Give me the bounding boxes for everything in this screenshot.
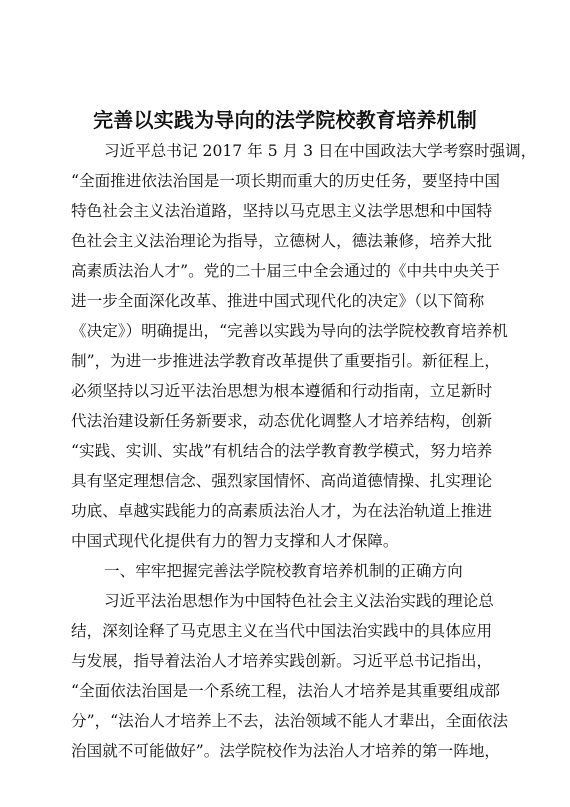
- paragraph-line: “实践、实训、实战”有机结合的法学教育教学模式，努力培养: [71, 442, 493, 460]
- paragraph-line: 《决定》）明确提出，“完善以实践为导向的法学院校教育培养机: [71, 322, 508, 340]
- paragraph-line: 必须坚持以习近平法治思想为根本遵循和行动指南，立足新时: [71, 382, 493, 400]
- paragraph-line: 分”，“法治人才培养上不去，法治领域不能人才辈出，全面依法: [71, 712, 508, 730]
- paragraph-line: 中国式现代化提供有力的智力支撑和人才保障。: [71, 532, 399, 550]
- paragraph-line: 与发展，指导着法治人才培养实践创新。习近平总书记指出，: [71, 652, 493, 670]
- paragraph-line: 特色社会主义法治道路，坚持以马克思主义法学思想和中国特: [71, 202, 493, 220]
- paragraph-line: 具有坚定理想信念、强烈家国情怀、高尚道德情操、扎实理论: [71, 472, 493, 490]
- paragraph-line: 进一步全面深化改革、推进中国式现代化的决定》（以下简称: [71, 292, 485, 310]
- paragraph-line: 制”，为进一步推进法学教育改革提供了重要指引。新征程上，: [71, 352, 501, 370]
- paragraph-line: 高素质法治人才”。党的二十届三中全会通过的《中共中央关于: [71, 262, 501, 280]
- paragraph-line: 习近平法治思想作为中国特色社会主义法治实践的理论总: [104, 592, 494, 610]
- paragraph-line: 代法治建设新任务新要求，动态优化调整人才培养结构，创新: [71, 412, 493, 430]
- paragraph-line: 习近平总书记 2017 年 5 月 3 日在中国政法大学考察时强调，: [104, 142, 537, 160]
- document-title: 完善以实践为导向的法学院校教育培养机制: [93, 108, 477, 132]
- paragraph-line: 功底、卓越实践能力的高素质法治人才，为在法治轨道上推进: [71, 502, 493, 520]
- paragraph-line: 结，深刻诠释了马克思主义在当代中国法治实践中的具体应用: [71, 622, 493, 640]
- paragraph-line: “全面推进依法治国是一项长期而重大的历史任务，要坚持中国: [71, 172, 501, 190]
- paragraph-line: 治国就不可能做好”。法学院校作为法治人才培养的第一阵地，: [71, 742, 501, 760]
- paragraph-line: “全面依法治国是一个系统工程，法治人才培养是其重要组成部: [71, 682, 501, 700]
- paragraph-line: 色社会主义法治理论为指导，立德树人，德法兼修，培养大批: [71, 232, 493, 250]
- section-heading: 一、牢牢把握完善法学院校教育培养机制的正确方向: [104, 562, 463, 580]
